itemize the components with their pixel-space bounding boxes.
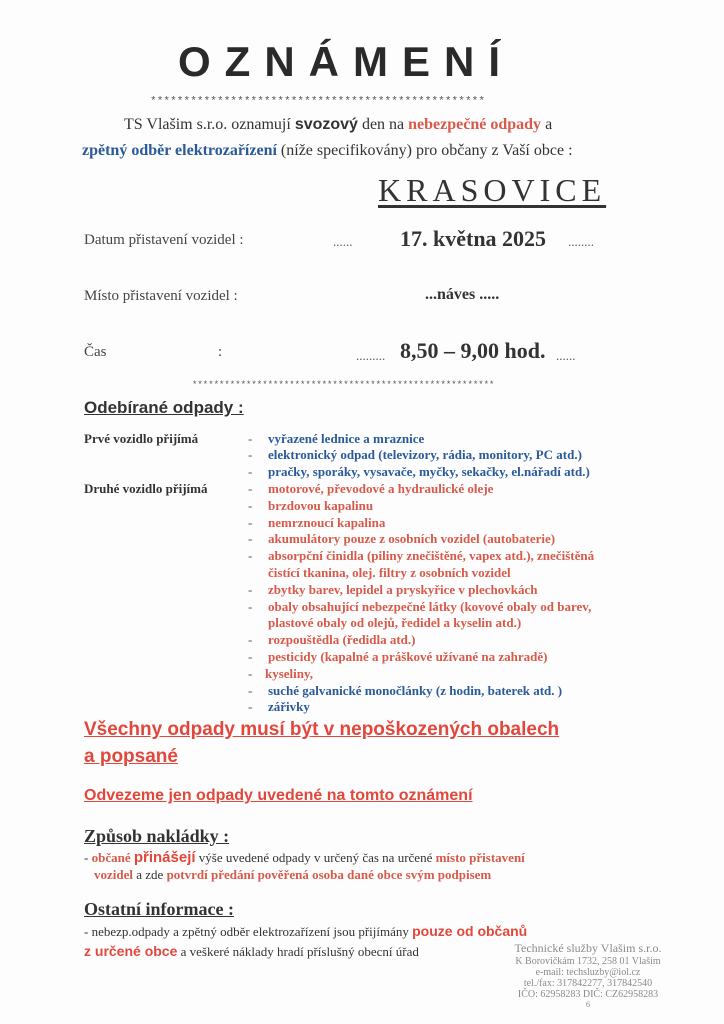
- intro-nebezpecne: nebezpečné odpady: [408, 116, 542, 133]
- other-red-1: pouze od občanů: [412, 923, 528, 939]
- list-dash: -: [248, 666, 253, 681]
- list-item: obaly obsahující nebezpečné látky (kovové obaly od barev,: [268, 599, 592, 614]
- stamp-line-5: IČO: 62958283 DIČ: CZ62958283: [517, 989, 659, 1000]
- intro-svozovy: svozový: [294, 116, 358, 133]
- loading-dash: -: [84, 850, 92, 865]
- list-dash: -: [248, 515, 253, 530]
- warning-line-3: Odvezeme jen odpady uvedené na tomto oznámení: [84, 787, 473, 804]
- list-item: akumulátory pouze z osobních vozidel (autobaterie): [268, 531, 556, 546]
- date-dots-before: ......: [333, 234, 353, 249]
- date-dots-after: ........: [568, 234, 594, 249]
- list-dash: -: [248, 481, 253, 496]
- place-value: ...náves .....: [425, 286, 500, 303]
- list-dash: -: [248, 431, 253, 446]
- town-name: KRASOVICE: [378, 172, 607, 208]
- intro-den-na: den na: [357, 116, 409, 133]
- list-item: zbytky barev, lepidel a pryskyřice v plechovkách: [268, 582, 538, 597]
- place-label: Místo přistavení vozidel :: [84, 288, 238, 304]
- list-dash: -: [248, 582, 253, 597]
- other-text-1: - nebezp.odpady a zpětný odběr elektrozařízení jsou přijímány: [84, 924, 413, 939]
- loading-text: výše uvedené odpady v určený čas na určené: [195, 850, 436, 865]
- loading-heading: Způsob nakládky :: [84, 826, 230, 846]
- stamp-line-3: e-mail: techsluzby@iol.cz: [535, 967, 641, 978]
- divider-stars-mid: ********************************************************: [192, 380, 495, 390]
- other-text-2: a veškeré náklady hradí příslušný obecní úřad: [177, 944, 419, 959]
- date-value: 17. května 2025: [400, 226, 547, 251]
- warning-line-2: a popsané: [84, 746, 178, 767]
- loading-potvrdi: potvrdí předání pověřená osoba dané obce svým podpisem: [166, 867, 492, 882]
- list-item: vyřazené lednice a mraznice: [268, 431, 425, 446]
- stamp-line-6: 6: [586, 1000, 590, 1009]
- divider-stars-top: **************************************************: [150, 96, 486, 108]
- stamp-line-1: Technické služby Vlašim s.r.o.: [514, 941, 662, 955]
- loading-line-1: [84, 849, 525, 866]
- loading-azde: a zde: [133, 867, 167, 882]
- list-item: pesticidy (kapalné a práškové užívané na zahradě): [268, 649, 548, 664]
- list-item-continuation: čistící tkanina, olej. filtry z osobních vozidel: [268, 565, 511, 580]
- list-item: brzdovou kapalinu: [268, 498, 374, 513]
- date-label: Datum přistavení vozidel :: [84, 232, 244, 248]
- loading-prinaseji: přinášejí: [133, 849, 196, 866]
- list-item: suché galvanické monočlánky (z hodin, baterek atd. ): [268, 683, 563, 698]
- list-dash: -: [248, 699, 253, 714]
- intro-a: a: [541, 116, 553, 133]
- other-line-1: [84, 923, 527, 940]
- loading-obcane: občané: [91, 850, 134, 865]
- stamp-line-4: tel./fax: 317842277, 317842540: [523, 978, 653, 989]
- list-dash: -: [248, 548, 253, 563]
- list-item: absorpční činidla (piliny znečištěné, vapex atd.), znečištěná: [268, 548, 595, 563]
- list-dash: -: [248, 464, 253, 479]
- list-item: motorové, převodové a hydraulické oleje: [268, 481, 494, 496]
- time-value: 8,50 – 9,00 hod.: [400, 338, 546, 363]
- intro-company: TS Vlašim s.r.o. oznamují: [124, 116, 291, 133]
- list-item: kyseliny,: [265, 666, 314, 681]
- other-red-2: z určené obce: [84, 943, 178, 959]
- stamp-line-2: K Borovičkám 1732, 258 01 Vlašim: [515, 956, 661, 967]
- accepted-heading: Odebírané odpady :: [84, 398, 244, 417]
- list-dash: -: [248, 531, 253, 546]
- time-colon: :: [218, 344, 223, 360]
- intro-rest: (níže specifikovány) pro občany z Vaší obce :: [276, 142, 573, 159]
- first-vehicle-label: Prvé vozidlo přijímá: [84, 431, 199, 446]
- list-item: nemrznoucí kapalina: [268, 515, 386, 530]
- list-item: rozpouštědla (ředidla atd.): [268, 632, 416, 647]
- second-vehicle-label: Druhé vozidlo přijímá: [84, 481, 208, 496]
- warning-line-1: Všechny odpady musí být v nepoškozených obalech: [84, 719, 560, 740]
- loading-misto: místo přistavení: [435, 850, 525, 865]
- other-line-2: [84, 943, 419, 960]
- list-dash: -: [248, 447, 253, 462]
- list-item: zářivky: [268, 699, 310, 714]
- loading-line-2: [94, 867, 491, 883]
- intro-zpetny: zpětný odběr elektrozařízení: [82, 142, 277, 159]
- list-dash: -: [248, 683, 253, 698]
- list-dash: -: [248, 649, 253, 664]
- list-dash: -: [248, 599, 253, 614]
- company-stamp: [488, 941, 688, 1009]
- intro-line-2: [82, 142, 573, 160]
- list-dash: -: [248, 498, 253, 513]
- list-dash: -: [248, 632, 253, 647]
- time-label: Čas: [84, 344, 107, 360]
- list-item-continuation: plastové obaly od olejů, ředidel a kyselin atd.): [268, 615, 522, 630]
- page-title: OZNÁMENÍ: [178, 38, 514, 85]
- time-dots-before: .........: [356, 348, 386, 363]
- intro-line-1: [124, 116, 552, 134]
- list-item: pračky, sporáky, vysavače, myčky, sekačky, el.nářadí atd.): [268, 464, 590, 479]
- loading-vozidel: vozidel: [94, 867, 133, 882]
- time-dots-after: ......: [556, 348, 576, 363]
- other-heading: Ostatní informace :: [84, 899, 234, 919]
- list-item: elektronický odpad (televizory, rádia, monitory, PC atd.): [268, 447, 582, 462]
